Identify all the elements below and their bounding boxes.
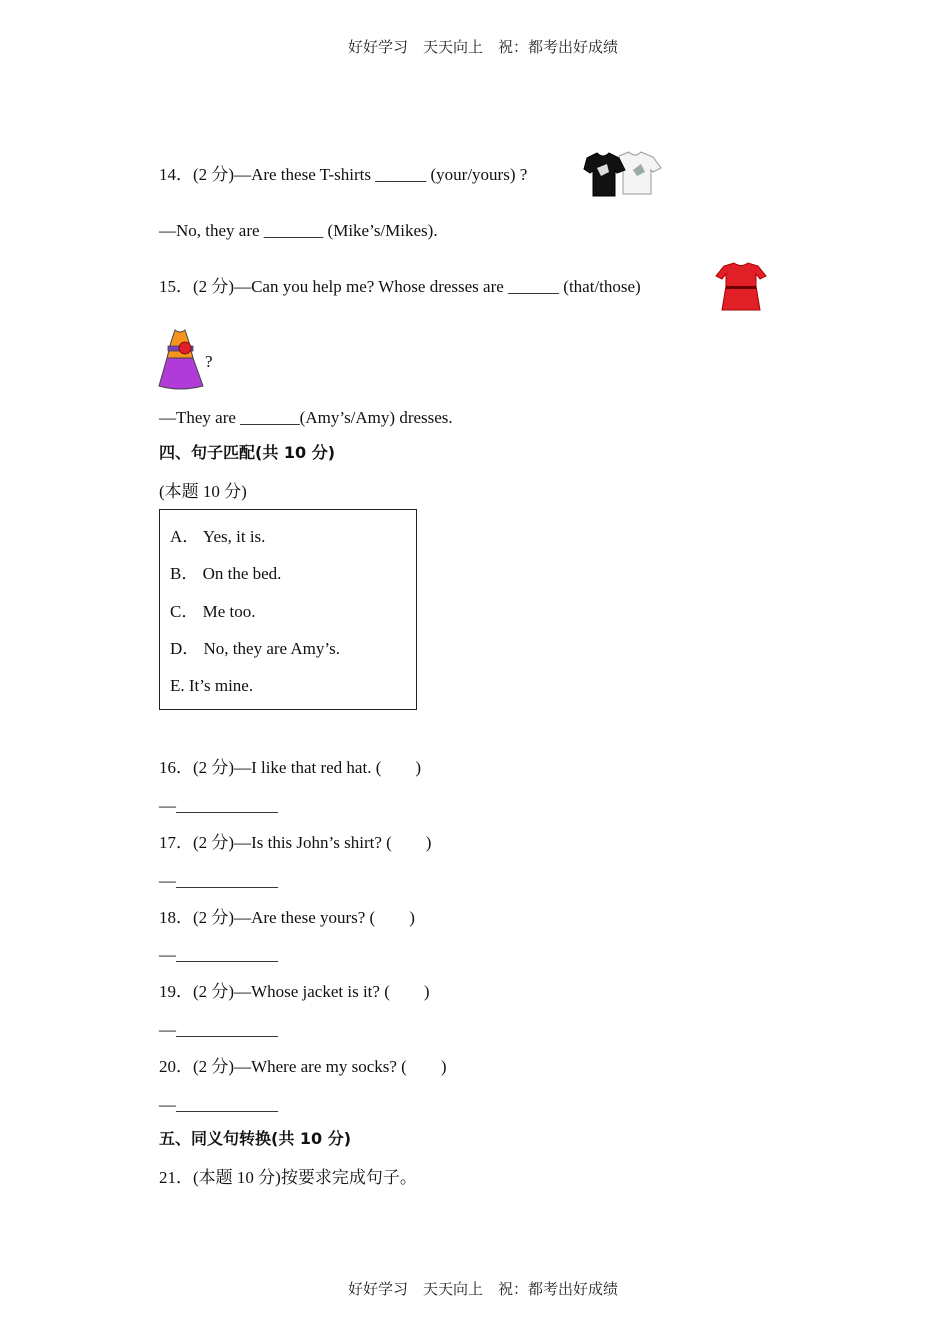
question-14-text: 14．(2 分)—Are these T-shirts ______ (your/yours) ? (159, 165, 528, 184)
red-dress-image (714, 260, 768, 312)
question-15-text: 15．(2 分)—Can you help me? Whose dresses are ______ (that/those) (159, 277, 641, 296)
question-19-text: 19．(2 分)—Whose jacket is it? ( ) (159, 982, 430, 1001)
section-4-title: 四、句子匹配(共 10 分) (159, 443, 336, 462)
t-shirts-image (583, 150, 663, 198)
page-footer: 好好学习 天天向上 祝：都考出好成绩 (348, 1280, 619, 1298)
question-18-answer-blank: —____________ (159, 945, 278, 964)
question-14-answer-line: —No, they are _______ (Mike’s/Mikes). (159, 221, 438, 240)
question-15-answer-line: —They are _______(Amy’s/Amy) dresses. (159, 408, 453, 427)
question-16-text: 16．(2 分)—I like that red hat. ( ) (159, 758, 422, 777)
page-header: 好好学习 天天向上 祝：都考出好成绩 (348, 38, 619, 56)
question-20-answer-blank: —____________ (159, 1095, 278, 1114)
section-5-title: 五、同义句转换(共 10 分) (159, 1129, 352, 1148)
question-17-answer-blank: —____________ (159, 871, 278, 890)
question-17-text: 17．(2 分)—Is this John’s shirt? ( ) (159, 833, 432, 852)
question-19-answer-blank: —____________ (159, 1020, 278, 1039)
question-20-text: 20．(2 分)—Where are my socks? ( ) (159, 1057, 447, 1076)
question-16-answer-blank: —____________ (159, 796, 278, 815)
question-15-question-mark: ? (205, 352, 213, 371)
option-e: E. It’s mine. (170, 676, 254, 695)
option-a: A． Yes, it is. (170, 527, 266, 546)
option-b: B． On the bed. (170, 564, 282, 583)
option-c: C． Me too. (170, 602, 256, 621)
question-21-text: 21．(本题 10 分)按要求完成句子。 (159, 1168, 417, 1187)
option-d: D． No, they are Amy’s. (170, 639, 340, 658)
orange-dress-image (157, 328, 207, 390)
question-18-text: 18．(2 分)—Are these yours? ( ) (159, 908, 415, 927)
section-4-note: (本题 10 分) (159, 482, 247, 501)
